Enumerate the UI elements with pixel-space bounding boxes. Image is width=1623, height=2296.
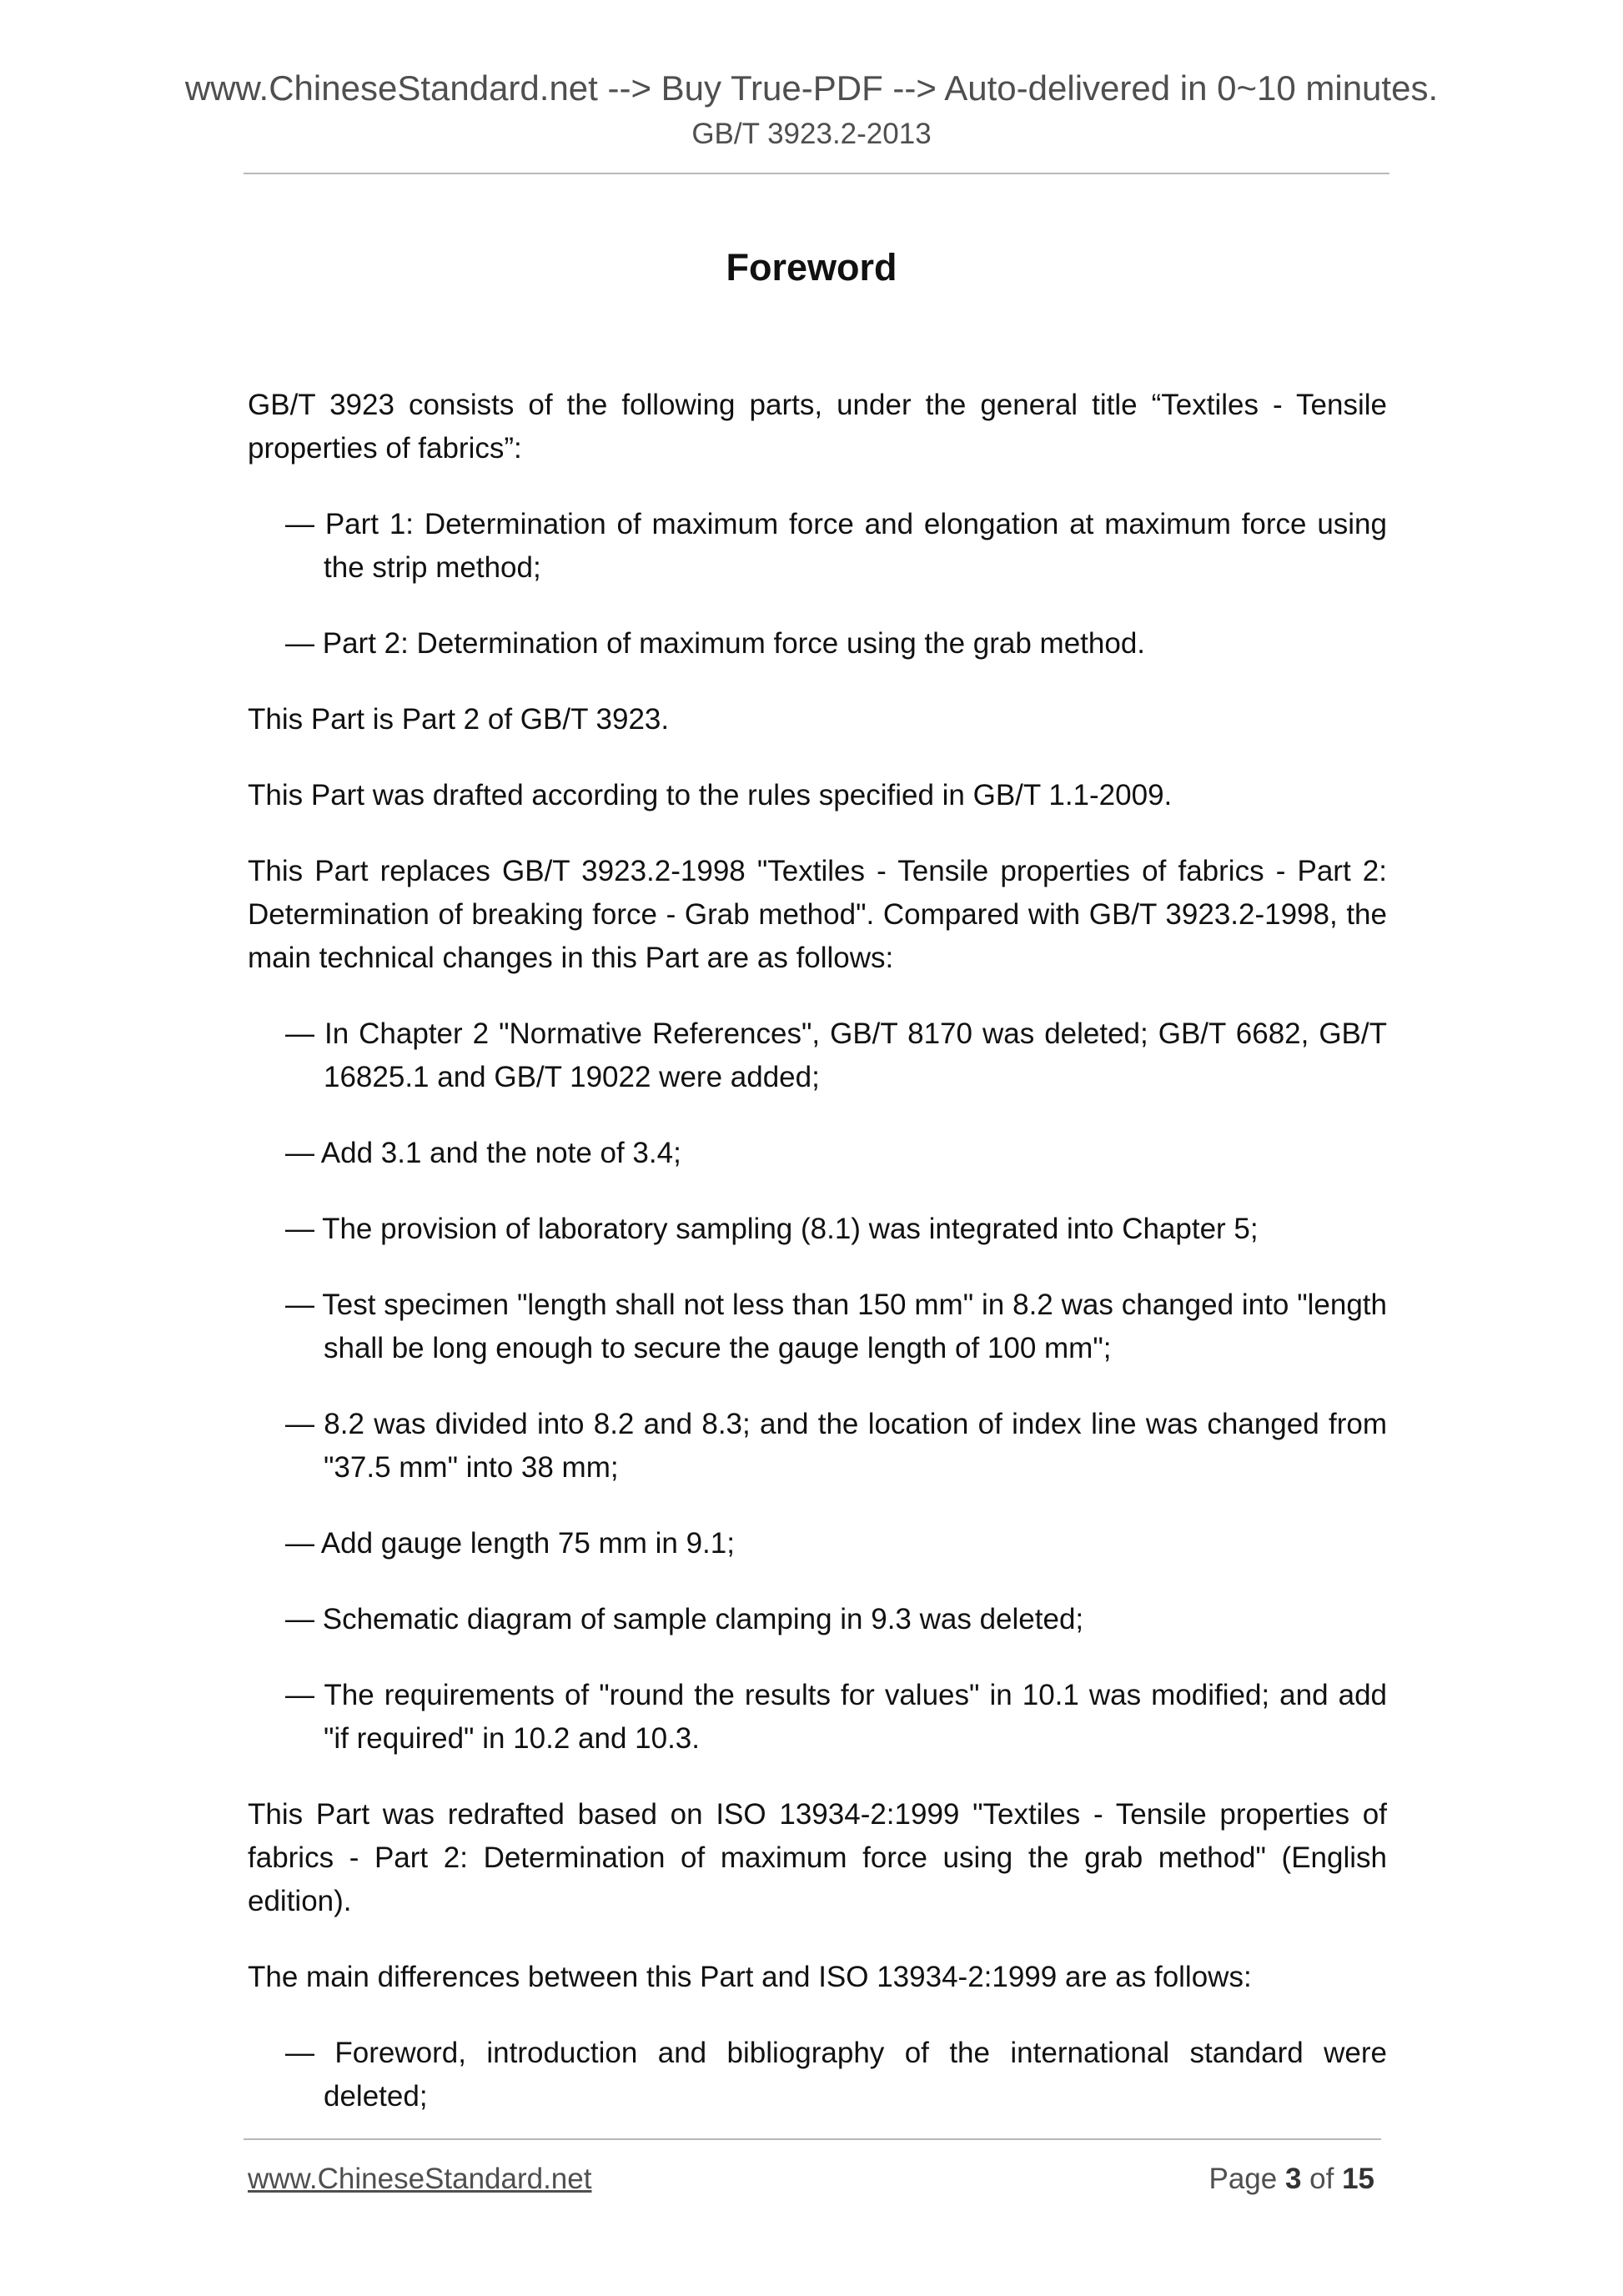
list-item: — Part 2: Determination of maximum force using the grab method. (285, 627, 1146, 660)
list-item: — Add gauge length 75 mm in 9.1; (285, 1527, 735, 1560)
header-divider (244, 173, 1389, 174)
intro-paragraph: GB/T 3923 consists of the following parts, under the general title “Textiles - Tensile properties of fabrics”: (248, 389, 1387, 465)
footer-divider (244, 2138, 1381, 2140)
paragraph: This Part replaces GB/T 3923.2-1998 "Textiles - Tensile properties of fabrics - Part 2: Determination of breaking force - Grab method". Compared with GB/T 3923.2-1998, the main technical changes in this Part are as follows: (248, 855, 1387, 974)
page-current: 3 (1284, 2163, 1302, 2195)
page-total: 15 (1342, 2163, 1374, 2195)
standard-code: GB/T 3923.2-2013 (691, 118, 932, 150)
list-item: — Foreword, introduction and bibliography of the international standard were deleted; (285, 2037, 1387, 2113)
list-item: — Add 3.1 and the note of 3.4; (285, 1137, 681, 1169)
list-item: — The provision of laboratory sampling (8.1) was integrated into Chapter 5; (285, 1213, 1259, 1245)
list-item: — Schematic diagram of sample clamping in 9.3 was deleted; (285, 1603, 1084, 1635)
paragraph: The main differences between this Part and ISO 13934-2:1999 are as follows: (248, 1961, 1252, 1993)
list-item: — 8.2 was divided into 8.2 and 8.3; and the location of index line was changed from "37.5 mm" into 38 mm; (285, 1408, 1387, 1484)
document-body (248, 384, 1387, 2151)
paragraph: This Part was redrafted based on ISO 13934-2:1999 "Textiles - Tensile properties of fabrics - Part 2: Determination of maximum force using the grab method" (English edition). (248, 1798, 1387, 1917)
list-item: — Part 1: Determination of maximum force and elongation at maximum force using the strip method; (285, 508, 1387, 584)
page-of: of (1301, 2163, 1343, 2195)
page-prefix: Page (1208, 2163, 1285, 2195)
header-banner: www.ChineseStandard.net --> Buy True-PDF --> Auto-delivered in 0~10 minutes. (184, 68, 1439, 108)
page-title: Foreword (726, 246, 897, 289)
list-item: — The requirements of "round the results for values" in 10.1 was modified; and add "if required" in 10.2 and 10.3. (285, 1679, 1387, 1755)
list-item: — Test specimen "length shall not less than 150 mm" in 8.2 was changed into "length shall be long enough to secure the gauge length of 100 mm"; (285, 1289, 1387, 1364)
paragraph: This Part was drafted according to the rules specified in GB/T 1.1-2009. (248, 779, 1173, 811)
list-item: — In Chapter 2 "Normative References", GB/T 8170 was deleted; GB/T 6682, GB/T 16825.1 and GB/T 19022 were added; (285, 1017, 1387, 1093)
footer-website-link[interactable]: www.ChineseStandard.net (248, 2163, 592, 2195)
paragraph: This Part is Part 2 of GB/T 3923. (248, 703, 670, 736)
page-number (1208, 2160, 1374, 2198)
